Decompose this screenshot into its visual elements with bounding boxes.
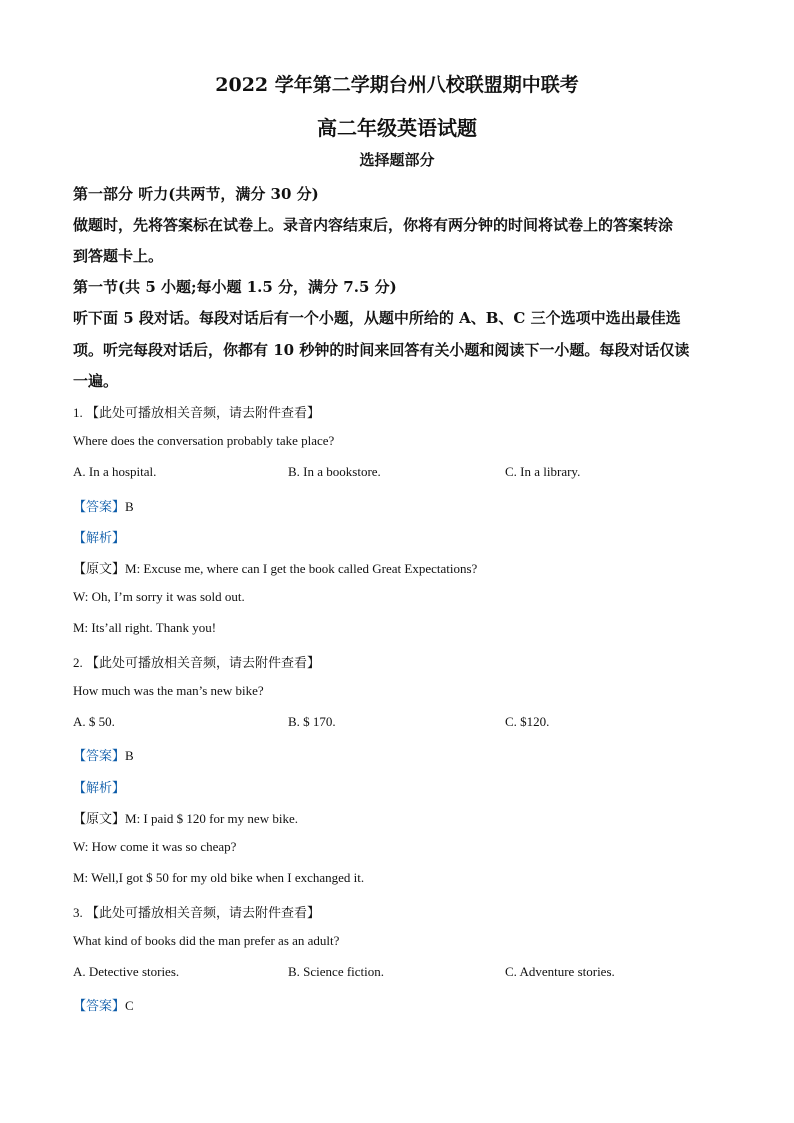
question-2-option-b: B. $ 170. xyxy=(288,714,336,729)
question-2-answer xyxy=(73,745,723,764)
question-number: 2. xyxy=(73,655,83,670)
answer-value: B xyxy=(125,499,134,514)
question-1-audio-line xyxy=(73,402,723,421)
question-2-audio-line xyxy=(73,652,723,671)
question-1-option-c: C. In a library. xyxy=(505,464,581,479)
section1-instruction-2: 项。听完每段对话后，你都有 10 秒钟的时间来回答有关小题和阅读下一小题。每段对话仅读 xyxy=(73,341,690,359)
question-2-text: How much was the man’s new bike? xyxy=(73,683,264,698)
question-2-option-c: C. $120. xyxy=(505,714,550,729)
question-1-option-b: B. In a bookstore. xyxy=(288,464,381,479)
question-1-text: Where does the conversation probably take place? xyxy=(73,433,335,448)
question-3-answer xyxy=(73,995,723,1014)
question-3-text: What kind of books did the man prefer as an adult? xyxy=(73,933,340,948)
audio-notice: 【此处可播放相关音频，请去附件查看】 xyxy=(86,905,321,920)
question-2-transcript-line-3: M: Well,I got $ 50 for my old bike when I exchanged it. xyxy=(73,870,365,885)
section-title: 选择题部分 xyxy=(359,151,435,169)
transcript-text: M: I paid $ 120 for my new bike. xyxy=(125,811,298,826)
question-1-transcript-line-3: M: Its’all right. Thank you! xyxy=(73,620,217,635)
transcript-text: M: Excuse me, where can I get the book called Great Expectations? xyxy=(125,561,478,576)
exam-title: 2022 学年第二学期台州八校联盟期中联考 xyxy=(215,74,579,96)
question-2-option-a: A. $ 50. xyxy=(73,714,115,729)
answer-value: B xyxy=(125,748,134,763)
instruction-line-1: 做题时，先将答案标在试卷上。录音内容结束后，你将有两分钟的时间将试卷上的答案转涂 xyxy=(73,216,674,234)
question-3-option-a: A. Detective stories. xyxy=(73,964,180,979)
audio-notice: 【此处可播放相关音频，请去附件查看】 xyxy=(86,405,321,420)
question-3-option-b: B. Science fiction. xyxy=(288,964,385,979)
question-3-option-c: C. Adventure stories. xyxy=(505,964,615,979)
question-number: 1. xyxy=(73,405,83,420)
question-1-answer xyxy=(73,496,723,515)
section1-instruction-3: 一遍。 xyxy=(73,372,119,390)
section1-heading: 第一节(共 5 小题;每小题 1.5 分，满分 7.5 分) xyxy=(73,278,397,296)
transcript-tag: 【原文】 xyxy=(73,561,126,576)
transcript-tag: 【原文】 xyxy=(73,811,126,826)
question-1-transcript-line-1 xyxy=(73,558,723,577)
question-2-transcript-line-1 xyxy=(73,808,723,827)
answer-value: C xyxy=(125,998,134,1013)
question-1-analysis-tag: 【解析】 xyxy=(73,530,126,545)
exam-subtitle: 高二年级英语试题 xyxy=(317,116,477,140)
instruction-line-2: 到答题卡上。 xyxy=(73,247,164,265)
answer-tag: 【答案】 xyxy=(73,748,126,763)
question-2-transcript-line-2: W: How come it was so cheap? xyxy=(73,839,237,854)
question-1-transcript-line-2: W: Oh, I’m sorry it was sold out. xyxy=(73,589,245,604)
question-2-analysis-tag: 【解析】 xyxy=(73,780,126,795)
question-number: 3. xyxy=(73,905,83,920)
section1-instruction-1: 听下面 5 段对话。每段对话后有一个小题，从题中所给的 A、B、C 三个选项中选出最佳选 xyxy=(73,309,681,327)
audio-notice: 【此处可播放相关音频，请去附件查看】 xyxy=(86,655,321,670)
answer-tag: 【答案】 xyxy=(73,998,126,1013)
answer-tag: 【答案】 xyxy=(73,499,126,514)
part1-heading: 第一部分 听力(共两节，满分 30 分) xyxy=(73,185,319,203)
question-1-option-a: A. In a hospital. xyxy=(73,464,157,479)
question-3-audio-line xyxy=(73,902,723,921)
